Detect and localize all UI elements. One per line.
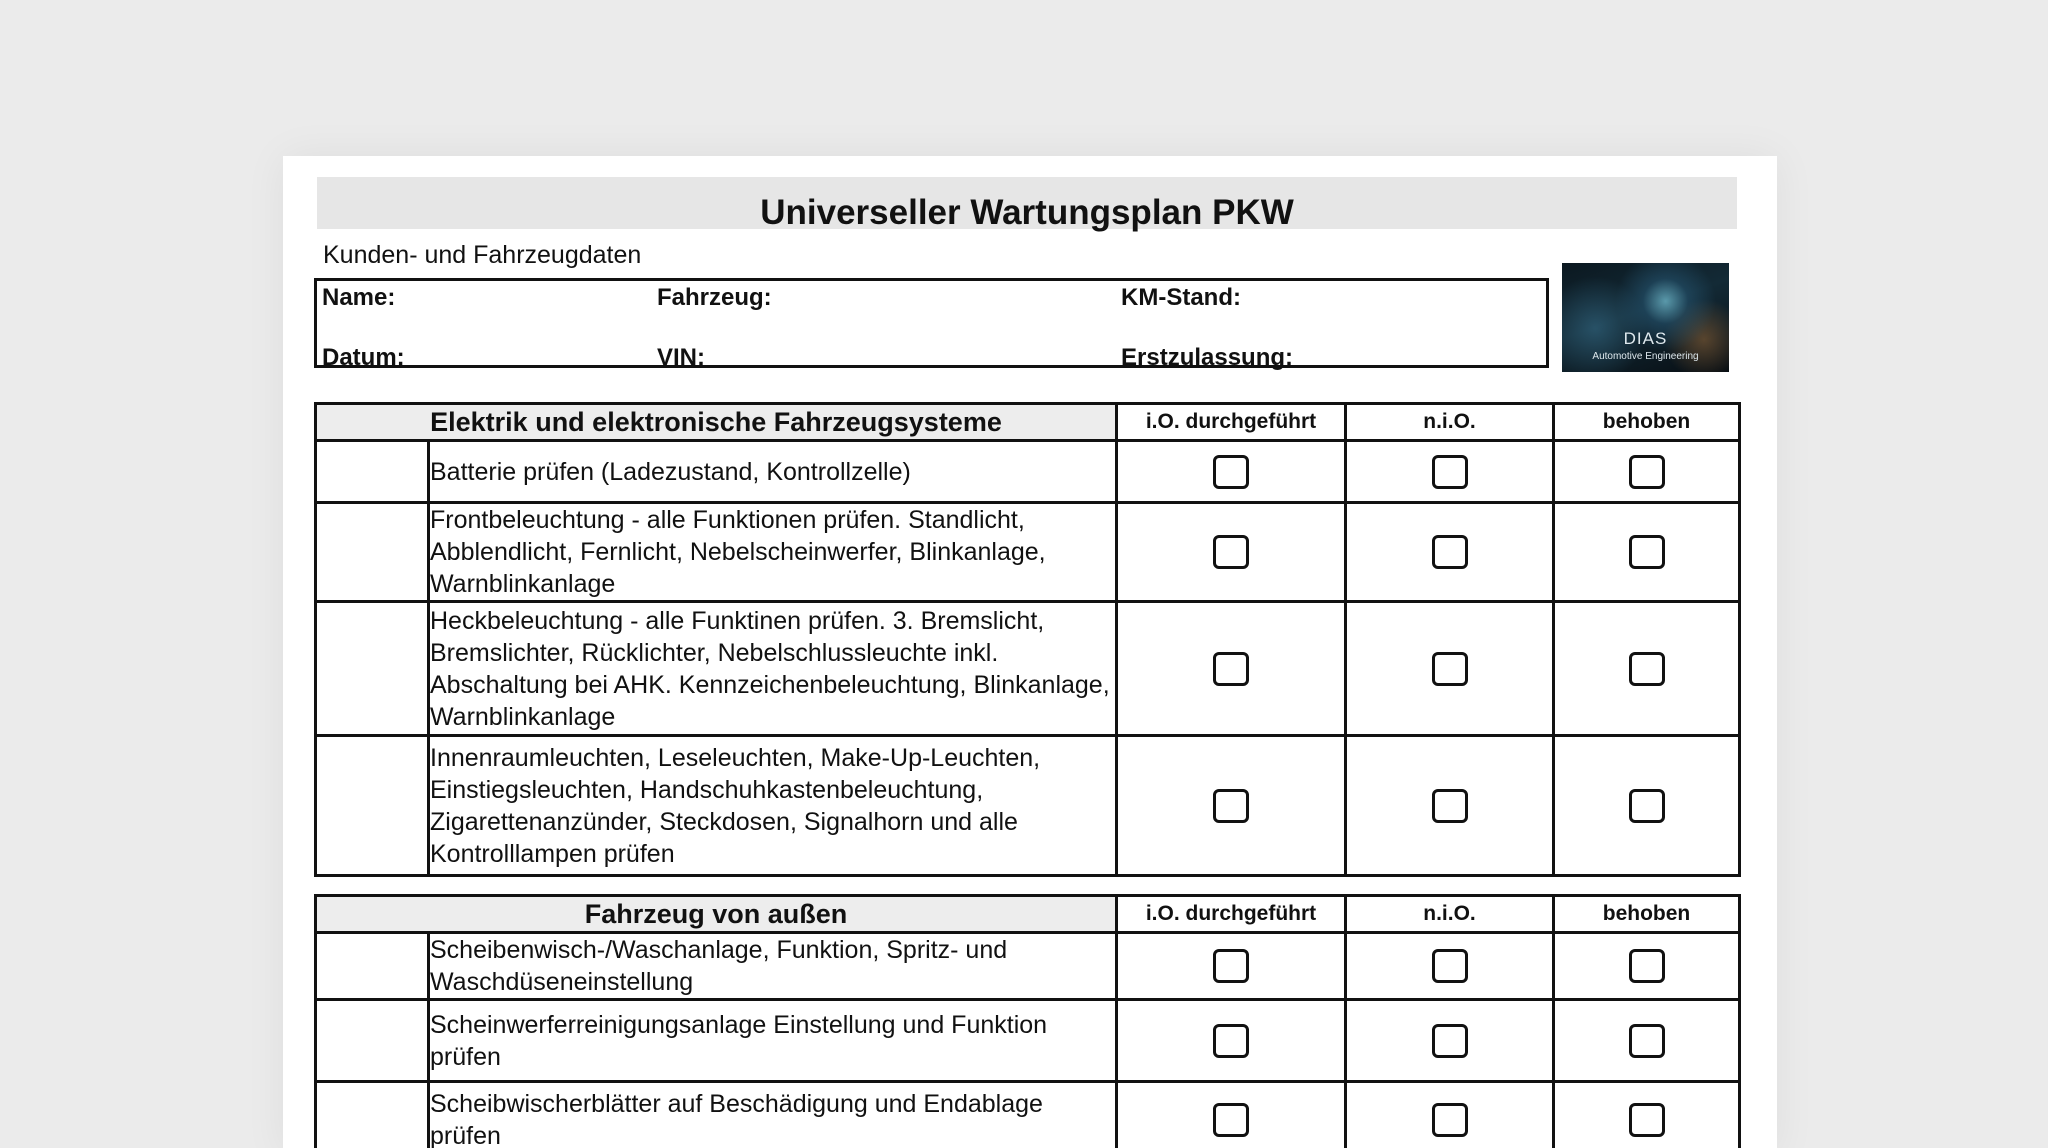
checkbox-cell — [1554, 503, 1740, 602]
checkbox-cell — [1554, 1000, 1740, 1082]
column-header: i.O. durchgeführt — [1117, 404, 1346, 441]
nio-checkbox[interactable] — [1432, 789, 1468, 823]
table-row — [316, 736, 1740, 876]
row-number-cell — [316, 736, 429, 876]
row-number-cell — [316, 602, 429, 736]
column-header: n.i.O. — [1346, 896, 1554, 933]
label-fahrzeug: Fahrzeug: — [657, 284, 772, 311]
behoben-checkbox[interactable] — [1629, 652, 1665, 686]
column-header: n.i.O. — [1346, 404, 1554, 441]
io-checkbox[interactable] — [1213, 1103, 1249, 1137]
behoben-checkbox[interactable] — [1629, 455, 1665, 489]
checkbox-cell — [1554, 441, 1740, 503]
row-number-cell — [316, 933, 429, 1000]
table-row — [316, 602, 1740, 736]
checkbox-cell — [1117, 1000, 1346, 1082]
checkbox-cell — [1346, 1082, 1554, 1148]
io-checkbox[interactable] — [1213, 1024, 1249, 1058]
checklist-table — [314, 894, 1741, 1148]
section-header-row — [316, 896, 1740, 933]
document-page — [283, 156, 1777, 1148]
checkbox-cell — [1346, 933, 1554, 1000]
task-description: Scheinwerferreinigungsanlage Einstellung und Funktion prüfen — [429, 1000, 1117, 1082]
task-description: Frontbeleuchtung - alle Funktionen prüfen. Standlicht, Abblendlicht, Fernlicht, Nebelscheinwerfer, Blinkanlage, Warnblinkanlage — [429, 503, 1117, 602]
task-description: Batterie prüfen (Ladezustand, Kontrollzelle) — [429, 441, 1117, 503]
title-bar — [317, 177, 1737, 232]
column-header: i.O. durchgeführt — [1117, 896, 1346, 933]
task-description: Innenraumleuchten, Leseleuchten, Make-Up-Leuchten, Einstiegsleuchten, Handschuhkastenbeleuchtung, Zigarettenanzünder, Steckdosen, Signalhorn und alle Kontrolllampen prüfen — [429, 736, 1117, 876]
table-row — [316, 1082, 1740, 1148]
checkbox-cell — [1554, 933, 1740, 1000]
behoben-checkbox[interactable] — [1629, 1024, 1665, 1058]
behoben-checkbox[interactable] — [1629, 535, 1665, 569]
customer-info-box — [314, 278, 1549, 371]
nio-checkbox[interactable] — [1432, 949, 1468, 983]
section-title: Fahrzeug von außen — [316, 896, 1117, 933]
checkbox-cell — [1117, 503, 1346, 602]
checkbox-cell — [1346, 1000, 1554, 1082]
io-checkbox[interactable] — [1213, 789, 1249, 823]
task-description: Scheibwischerblätter auf Beschädigung und Endablage prüfen — [429, 1082, 1117, 1148]
logo-tagline: Automotive Engineering — [1592, 351, 1699, 362]
io-checkbox[interactable] — [1213, 652, 1249, 686]
label-name: Name: — [322, 284, 396, 311]
nio-checkbox[interactable] — [1432, 535, 1468, 569]
task-description: Scheibenwisch-/Waschanlage, Funktion, Spritz- und Waschdüseneinstellung — [429, 933, 1117, 1000]
table-row — [316, 441, 1740, 503]
checkbox-cell — [1554, 736, 1740, 876]
checkbox-cell — [1117, 736, 1346, 876]
checkbox-cell — [1346, 602, 1554, 736]
nio-checkbox[interactable] — [1432, 1024, 1468, 1058]
label-erstzulassung: Erstzulassung: — [1121, 344, 1294, 371]
io-checkbox[interactable] — [1213, 535, 1249, 569]
logo-brand: DIAS — [1623, 329, 1668, 348]
task-description: Heckbeleuchtung - alle Funktinen prüfen. 3. Bremslicht, Bremslichter, Rücklichter, Nebelschlussleuchte inkl. Abschaltung bei AHK. Kennzeichenbeleuchtung, Blinkanlage, Warnblinkanlage — [429, 602, 1117, 736]
io-checkbox[interactable] — [1213, 455, 1249, 489]
checkbox-cell — [1117, 1082, 1346, 1148]
row-number-cell — [316, 503, 429, 602]
dias-logo — [1562, 263, 1729, 372]
checkbox-cell — [1346, 736, 1554, 876]
column-header: behoben — [1554, 404, 1740, 441]
section-title: Elektrik und elektronische Fahrzeugsysteme — [316, 404, 1117, 441]
row-number-cell — [316, 1082, 429, 1148]
row-number-cell — [316, 1000, 429, 1082]
table-row — [316, 933, 1740, 1000]
nio-checkbox[interactable] — [1432, 652, 1468, 686]
label-vin: VIN: — [657, 344, 705, 371]
nio-checkbox[interactable] — [1432, 1103, 1468, 1137]
row-number-cell — [316, 441, 429, 503]
table-row — [316, 1000, 1740, 1082]
behoben-checkbox[interactable] — [1629, 949, 1665, 983]
io-checkbox[interactable] — [1213, 949, 1249, 983]
checkbox-cell — [1117, 441, 1346, 503]
nio-checkbox[interactable] — [1432, 455, 1468, 489]
label-km-stand: KM-Stand: — [1121, 284, 1241, 311]
behoben-checkbox[interactable] — [1629, 1103, 1665, 1137]
checkbox-cell — [1346, 441, 1554, 503]
label-datum: Datum: — [322, 344, 405, 371]
checkbox-cell — [1554, 602, 1740, 736]
checkbox-cell — [1554, 1082, 1740, 1148]
checkbox-cell — [1117, 933, 1346, 1000]
checkbox-cell — [1346, 503, 1554, 602]
checklist-table — [314, 402, 1741, 877]
section-header-row — [316, 404, 1740, 441]
table-row — [316, 503, 1740, 602]
column-header: behoben — [1554, 896, 1740, 933]
checkbox-cell — [1117, 602, 1346, 736]
behoben-checkbox[interactable] — [1629, 789, 1665, 823]
document-title: Universeller Wartungsplan PKW — [760, 193, 1294, 232]
customer-data-heading: Kunden- und Fahrzeugdaten — [323, 241, 642, 269]
